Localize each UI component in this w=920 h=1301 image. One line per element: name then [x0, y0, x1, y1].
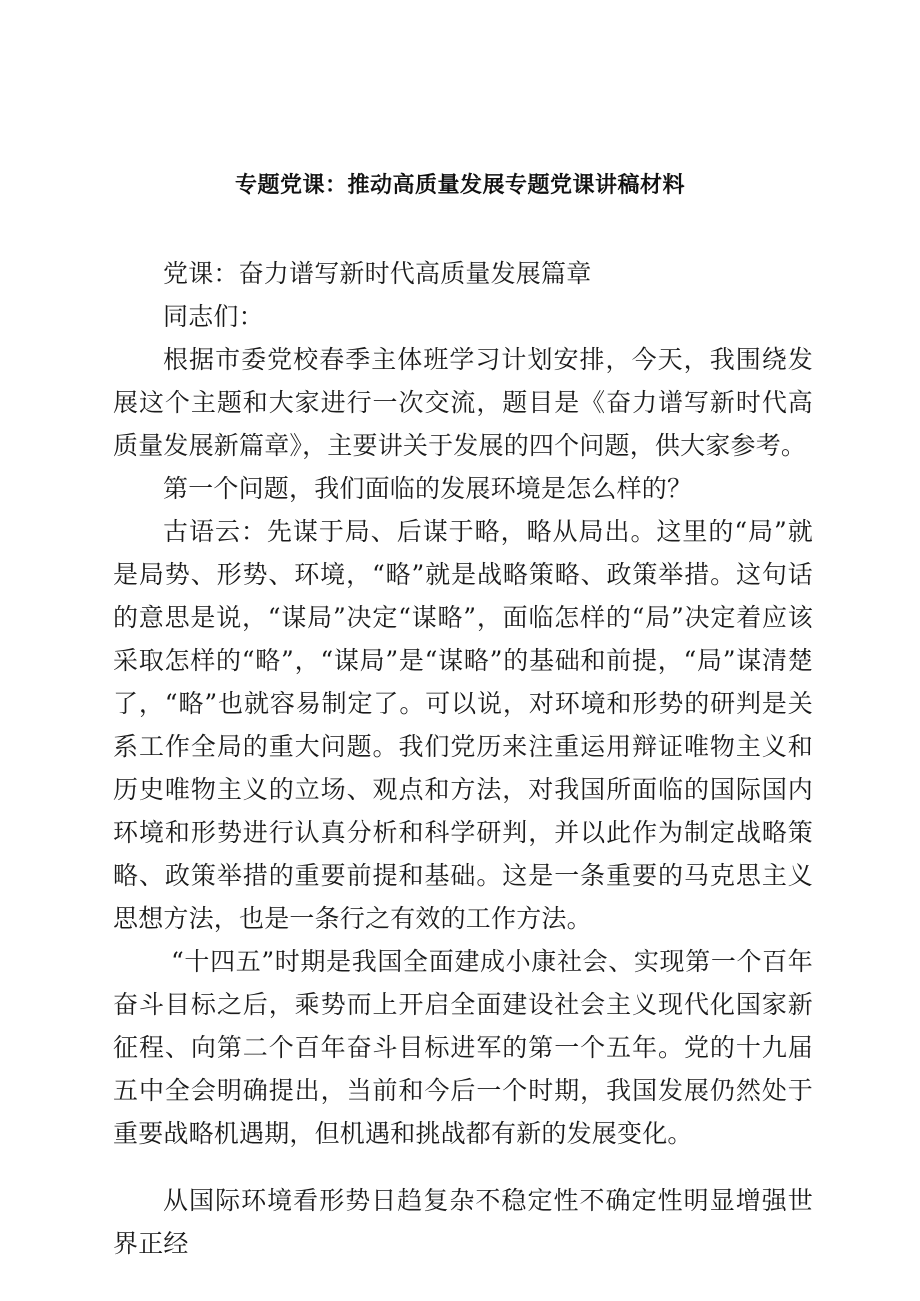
document-body — [113, 252, 813, 1265]
paragraph-question-one: 第一个问题，我们面临的发展环境是怎么样的？ — [163, 474, 693, 503]
paragraph-fourteenth-plan: “十四五”时期是我国全面建成小康社会、实现第一个百年奋斗目标之后，乘势而上开启全面建设社会主义现代化国家新征程、向第二个百年奋斗目标进军的第一个五年。党的十九届五中全会明确提出，当前和今后一个时期，我国发展仍然处于重要战略机遇期，但机遇和挑战都有新的发展变化。 — [113, 947, 813, 1148]
paragraph-international-environment: 从国际环境看形势日趋复杂不稳定性不确定性明显增强世界正经 — [113, 1186, 813, 1258]
lecture-subtitle: 党课：奋力谱写新时代高质量发展篇章 — [163, 259, 592, 288]
paragraph-strategy: 古语云：先谋于局、后谋于略，略从局出。这里的“局”就是局势、形势、环境，“略”就是战略策略、政策举措。这句话的意思是说，“谋局”决定“谋略”，面临怎样的“局”决定着应该采取怎样的“略”，“谋局”是“谋略”的基础和前提，“局”谋清楚了，“略”也就容易制定了。可以说，对环境和形势的研判是关系工作全局的重大问题。我们党历来注重运用辩证唯物主义和历史唯物主义的立场、观点和方法，对我国所面临的国际国内环境和形势进行认真分析和科学研判，并以此作为制定战略策略、政策举措的重要前提和基础。这是一条重要的马克思主义思想方法，也是一条行之有效的工作方法。 — [113, 517, 813, 933]
salutation: 同志们： — [163, 302, 264, 331]
document-title: 专题党课：推动高质量发展专题党课讲稿材料 — [234, 173, 685, 198]
paragraph-intro: 根据市委党校春季主体班学习计划安排，今天，我围绕发展这个主题和大家进行一次交流，题目是《奋力谱写新时代高质量发展新篇章》，主要讲关于发展的四个问题，供大家参考。 — [113, 345, 813, 460]
